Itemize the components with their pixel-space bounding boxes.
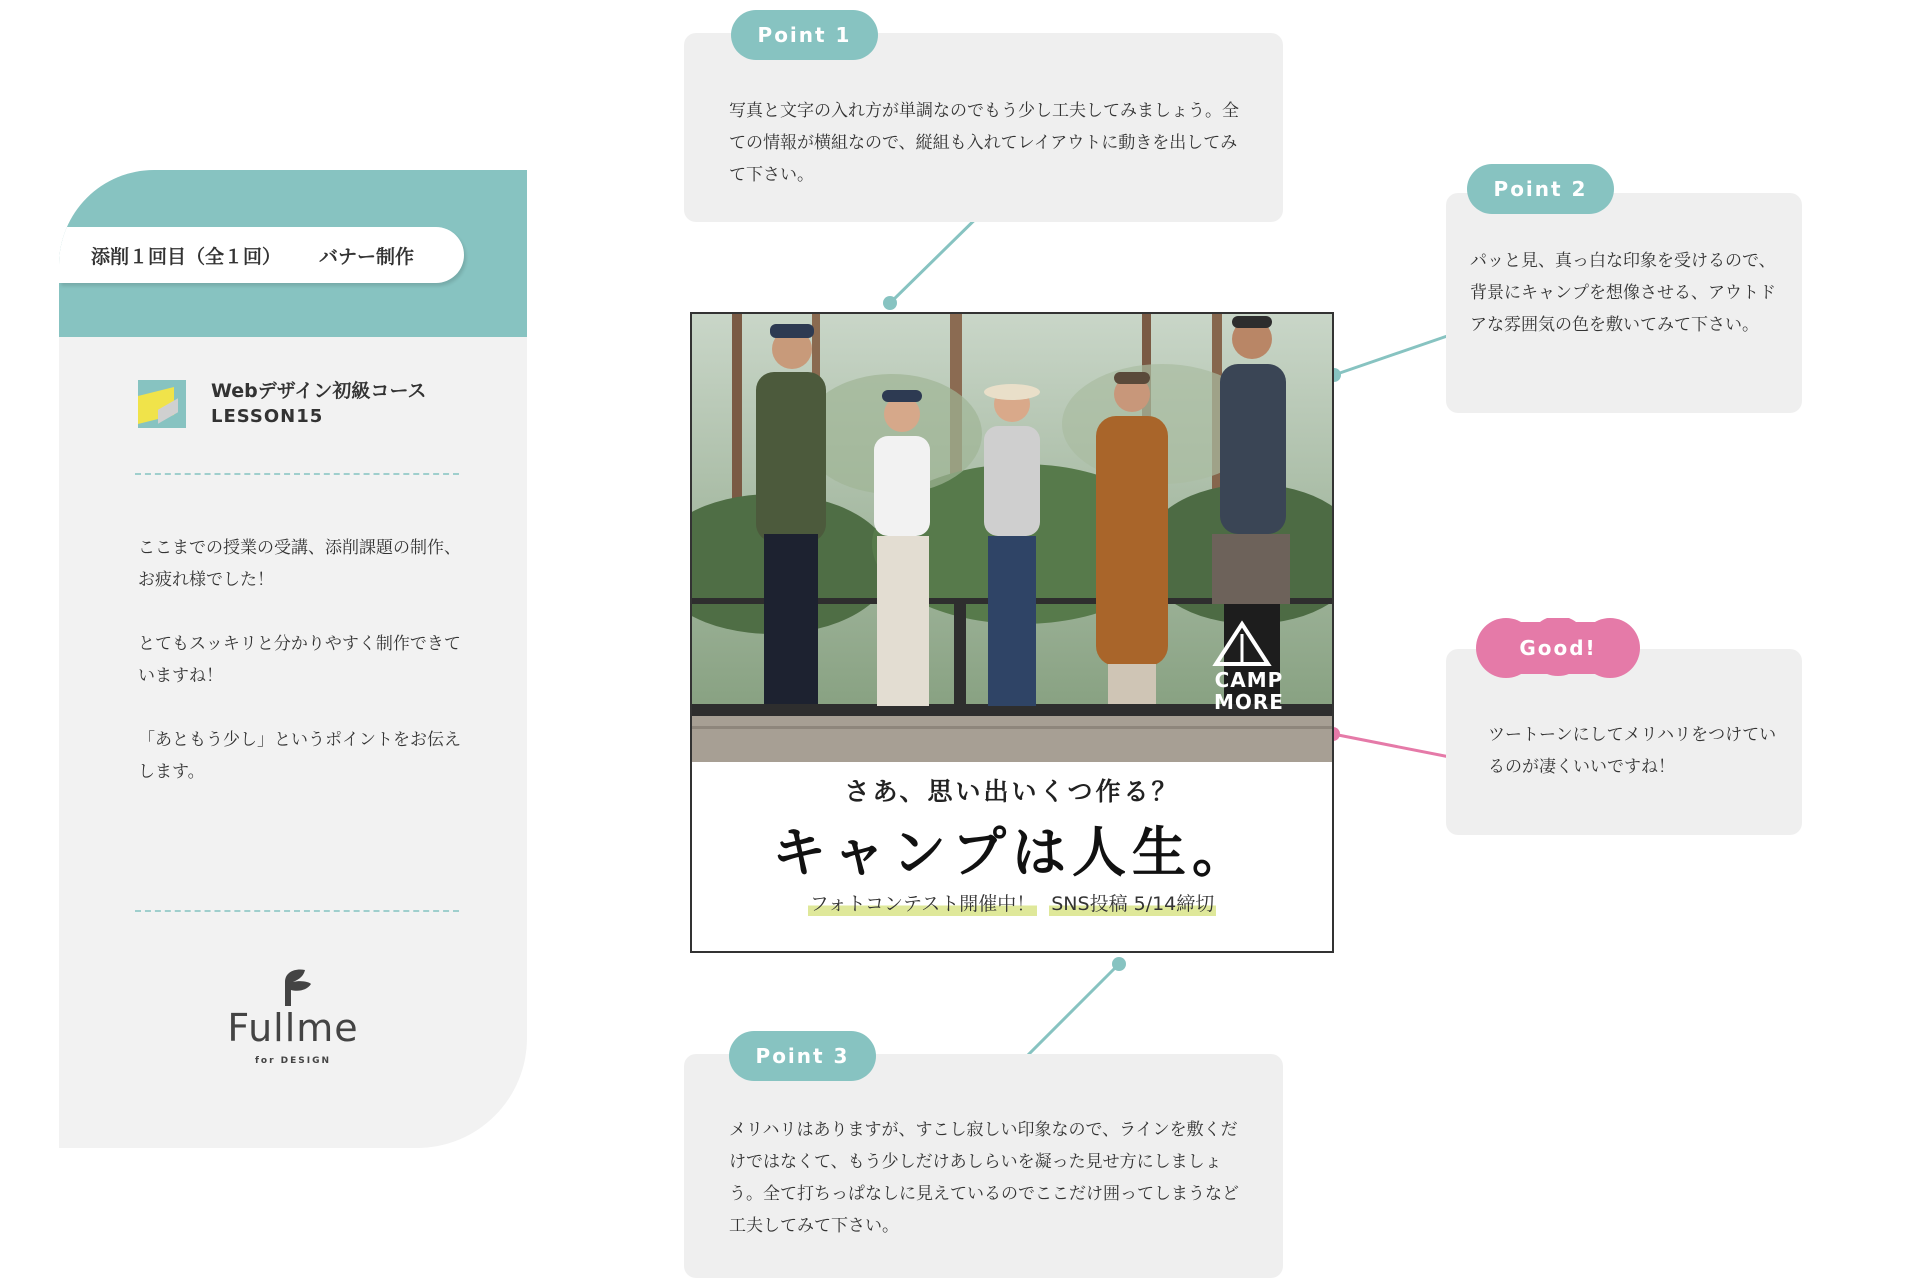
camp-logo-line1: CAMP <box>1214 668 1284 692</box>
point2-text: パッと見、真っ白な印象を受けるので、背景にキャンプを想像させる、アウトドアな雰囲気の色を敷いてみて下さい。 <box>1470 251 1776 335</box>
point3-box <box>684 1054 1283 1278</box>
person-2 <box>874 390 930 706</box>
banner-preview <box>690 312 1334 953</box>
point2-label: Point 2 <box>1467 164 1614 214</box>
course-tab-title: バナー制作 <box>319 245 415 268</box>
person-3 <box>984 384 1040 706</box>
point1-dot <box>883 296 897 310</box>
banner-notice-deadline: SNS投稿 5/14締切 <box>1049 889 1216 916</box>
course-tab-count: 添削１回目（全１回） <box>91 245 282 268</box>
point2-connector <box>1334 333 1456 375</box>
brand-subtitle: for DESIGN <box>254 1056 332 1066</box>
brand-name: Fullme <box>227 1006 359 1050</box>
point2-box <box>1446 193 1802 413</box>
banner-subheading: さあ、思い出いくつ作る？ <box>844 777 1180 806</box>
message-3: 「あともう少し」というポイントをお伝えします。 <box>138 730 461 782</box>
camp-logo <box>1214 669 1284 713</box>
point1-text: 写真と文字の入れ方が単調なのでもう少し工夫してみましょう。全ての情報が横組なので、縦組も入れてレイアウトに動きを出してみて下さい。 <box>729 101 1239 185</box>
point3-text: メリハリはありますが、すこし寂しい印象なので、ラインを敷くだけではなくて、もう少しだけあしらいを凝った見せ方にしましょう。全て打ちっぱなしに見えているのでここだけ囲ってしまうなど工夫してみて下さい。 <box>729 1120 1239 1236</box>
good-text: ツートーンにしてメリハリをつけているのが凄くいいですね！ <box>1488 725 1777 777</box>
point3-dot <box>1112 957 1126 971</box>
banner-notice-contest: フォトコンテスト開催中！ <box>808 889 1038 916</box>
message-2: とてもスッキリと分かりやすく制作できていますね！ <box>138 634 461 686</box>
message-1: ここまでの授業の受講、添削課題の制作、お疲れ様でした！ <box>138 538 461 590</box>
course-lesson: LESSON15 <box>211 406 324 427</box>
point1-box <box>684 33 1283 222</box>
course-name: Webデザイン初級コース <box>211 380 427 402</box>
point1-label: Point 1 <box>731 10 878 60</box>
banner-notice <box>692 889 1332 916</box>
person-1 <box>756 324 826 704</box>
person-4 <box>1096 372 1168 704</box>
good-connector <box>1333 734 1460 759</box>
camp-logo-line2: MORE <box>1214 690 1284 714</box>
point3-label: Point 3 <box>729 1031 876 1081</box>
good-label: Good! <box>1519 636 1597 660</box>
banner-headline: キャンプは人生。 <box>772 821 1252 884</box>
